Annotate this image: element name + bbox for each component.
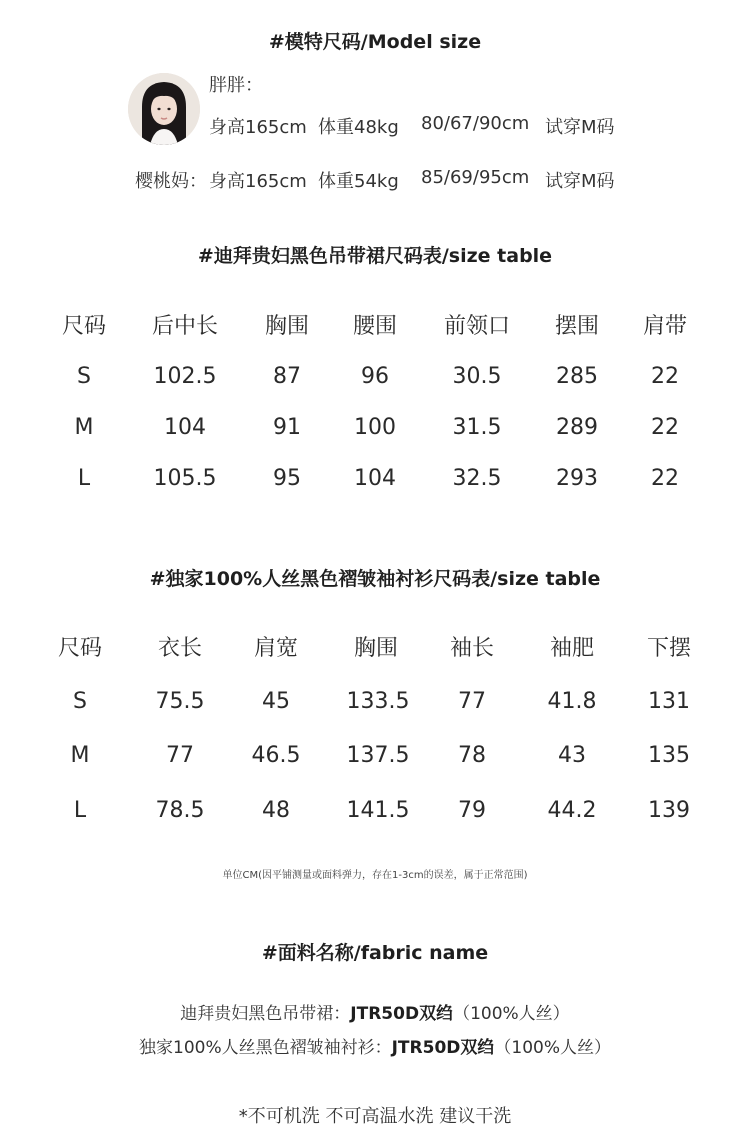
model2-fit: 试穿M码 (545, 171, 615, 192)
model1-height: 身高165cm (209, 117, 307, 138)
table-cell: 79 (458, 798, 486, 823)
table-cell: 77 (458, 689, 486, 714)
table-header-cell: 肩宽 (253, 636, 299, 661)
table-cell: L (77, 466, 91, 491)
table-cell: M (74, 415, 94, 440)
table-cell: 32.5 (452, 466, 502, 491)
table-cell: 41.8 (547, 689, 597, 714)
fabric-title: #面料名称/fabric name (261, 942, 489, 964)
table-cell: 289 (556, 415, 598, 440)
model1-fit: 试穿M码 (545, 117, 615, 138)
fabric-dress-label: 迪拜贵妇黑色吊带裙： (180, 1004, 351, 1024)
table-header-cell: 尺码 (57, 636, 103, 661)
table-cell: 104 (354, 466, 396, 491)
table-header-cell: 袖肥 (549, 636, 595, 661)
fabric-line-dress (0, 999, 750, 1024)
table-cell: 91 (273, 415, 301, 440)
table-cell: 22 (651, 415, 679, 440)
table-cell: 102.5 (153, 364, 217, 389)
table-header-cell: 衣长 (157, 636, 203, 661)
table-cell: 46.5 (251, 743, 301, 768)
table-cell: 293 (556, 466, 598, 491)
model2-name: 樱桃妈： (135, 171, 207, 192)
table-cell: 78.5 (155, 798, 205, 823)
table-header-cell: 胸围 (264, 314, 310, 339)
fabric-shirt-label: 独家100%人丝黑色褶皱袖衬衫： (139, 1038, 392, 1058)
table-cell: 22 (651, 466, 679, 491)
table-cell: 95 (273, 466, 301, 491)
model1-measurements: 80/67/90cm (421, 113, 530, 134)
table-header-cell: 胸围 (353, 636, 399, 661)
table-cell: 44.2 (547, 798, 597, 823)
table-cell: L (73, 798, 87, 823)
table-header-cell: 下摆 (646, 636, 692, 661)
fabric-line-shirt (0, 1033, 750, 1058)
table-header-cell: 后中长 (151, 314, 219, 339)
model1-stats (0, 113, 750, 137)
model2-stats (0, 167, 750, 191)
fabric-shirt-composition: （100%人丝） (494, 1038, 611, 1058)
table-cell: 137.5 (346, 743, 410, 768)
fabric-shirt-name: JTR50D双绉 (391, 1038, 495, 1058)
shirt-size-table-title: #独家100%人丝黑色褶皱袖衬衫尺码表/size table (149, 568, 601, 590)
table-cell: 285 (556, 364, 598, 389)
table-header-cell: 腰围 (352, 314, 398, 339)
table-cell: 77 (166, 743, 194, 768)
table-header-cell: 摆围 (554, 314, 600, 339)
table-cell: 131 (648, 689, 690, 714)
table-cell: 87 (273, 364, 301, 389)
table-header-cell: 前领口 (443, 314, 511, 339)
table-cell: 100 (354, 415, 396, 440)
table-cell: 135 (648, 743, 690, 768)
table-cell: 104 (164, 415, 206, 440)
table-header-cell: 尺码 (61, 314, 107, 339)
care-instructions: *不可机洗 不可高温水洗 建议干洗 (238, 1106, 512, 1127)
fabric-dress-name: JTR50D双绉 (350, 1004, 454, 1024)
dress-size-table-title: #迪拜贵妇黑色吊带裙尺码表/size table (197, 245, 553, 267)
table-cell: M (70, 743, 90, 768)
table-cell: 30.5 (452, 364, 502, 389)
table-cell: 139 (648, 798, 690, 823)
table-cell: 133.5 (346, 689, 410, 714)
model2-weight: 体重54kg (318, 171, 399, 192)
model2-measurements: 85/69/95cm (421, 167, 530, 188)
table-header-cell: 肩带 (642, 314, 688, 339)
table-cell: 43 (558, 743, 586, 768)
table-cell: S (77, 364, 91, 389)
table-header-cell: 袖长 (449, 636, 495, 661)
measurement-note: 单位CM(因平铺测量或面料弹力，存在1-3cm的误差，属于正常范围) (222, 870, 528, 881)
fabric-dress-composition: （100%人丝） (453, 1004, 570, 1024)
table-cell: 141.5 (346, 798, 410, 823)
table-cell: 22 (651, 364, 679, 389)
table-cell: 31.5 (452, 415, 502, 440)
table-cell: 75.5 (155, 689, 205, 714)
model2-height: 身高165cm (209, 171, 307, 192)
table-cell: 78 (458, 743, 486, 768)
table-cell: 45 (262, 689, 290, 714)
table-cell: 48 (262, 798, 290, 823)
table-cell: S (73, 689, 87, 714)
model-size-title: #模特尺码/Model size (268, 31, 482, 53)
table-cell: 105.5 (153, 466, 217, 491)
model1-weight: 体重48kg (318, 117, 399, 138)
model1-name: 胖胖： (209, 75, 263, 96)
table-cell: 96 (361, 364, 389, 389)
